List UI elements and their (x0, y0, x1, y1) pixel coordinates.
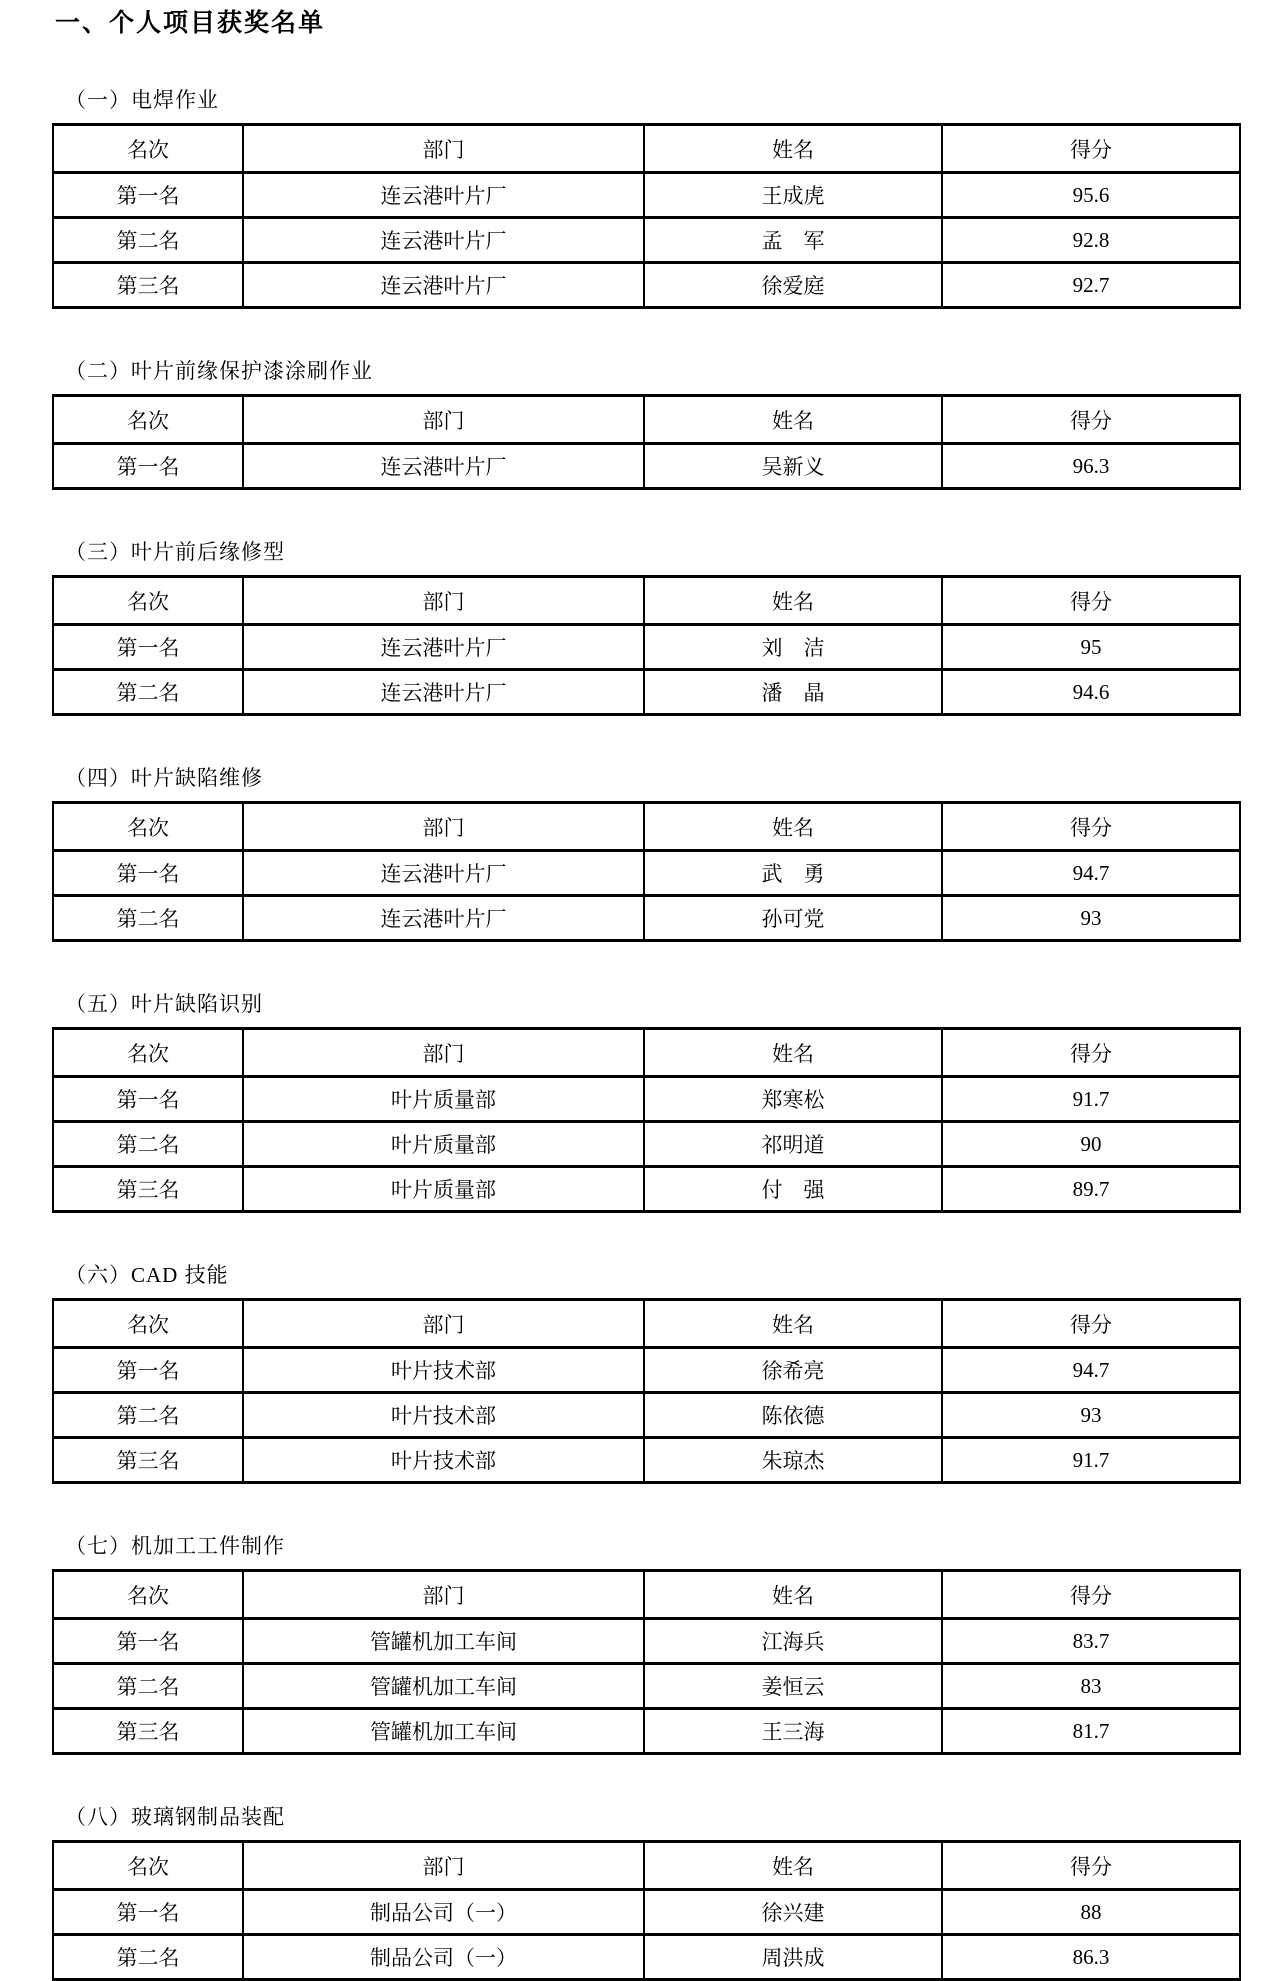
cell-rank: 第三名 (53, 1167, 243, 1212)
table-header-row (53, 396, 1240, 444)
cell-rank: 第一名 (53, 625, 243, 670)
cell-score: 88 (942, 1890, 1240, 1935)
cell-rank: 第二名 (53, 1935, 243, 1980)
table-header-row (53, 1029, 1240, 1077)
cell-name: 祁明道 (644, 1122, 942, 1167)
section-machined-workpiece (52, 1532, 1239, 1755)
award-table (52, 1298, 1241, 1484)
col-header-score: 得分 (942, 1571, 1240, 1619)
section-defect-repair (52, 764, 1239, 942)
col-header-score: 得分 (942, 125, 1240, 173)
col-header-name: 姓名 (644, 396, 942, 444)
cell-score: 94.7 (942, 1348, 1240, 1393)
cell-name: 武 勇 (644, 851, 942, 896)
table-row (53, 1438, 1240, 1483)
section-heading: （五）叶片缺陷识别 (65, 992, 263, 1016)
cell-department: 连云港叶片厂 (243, 670, 644, 715)
cell-name: 潘 晶 (644, 670, 942, 715)
cell-score: 94.7 (942, 851, 1240, 896)
cell-department: 叶片技术部 (243, 1438, 644, 1483)
col-header-department: 部门 (243, 1029, 644, 1077)
table-header-row (53, 1571, 1240, 1619)
table-header-row (53, 125, 1240, 173)
col-header-department: 部门 (243, 1842, 644, 1890)
table-header-row (53, 803, 1240, 851)
col-header-score: 得分 (942, 1842, 1240, 1890)
cell-name: 徐希亮 (644, 1348, 942, 1393)
table-row (53, 263, 1240, 308)
award-table (52, 575, 1241, 716)
cell-score: 95 (942, 625, 1240, 670)
cell-rank: 第一名 (53, 444, 243, 489)
cell-score: 89.7 (942, 1167, 1240, 1212)
cell-score: 93 (942, 1393, 1240, 1438)
cell-score: 95.6 (942, 173, 1240, 218)
cell-rank: 第三名 (53, 1438, 243, 1483)
table-row (53, 173, 1240, 218)
cell-name: 朱琼杰 (644, 1438, 942, 1483)
table-row (53, 670, 1240, 715)
cell-score: 81.7 (942, 1709, 1240, 1754)
table-row (53, 1393, 1240, 1438)
cell-rank: 第一名 (53, 1890, 243, 1935)
page-title: 一、个人项目获奖名单 (55, 9, 326, 37)
cell-rank: 第二名 (53, 896, 243, 941)
table-header-row (53, 577, 1240, 625)
table-row (53, 1122, 1240, 1167)
col-header-name: 姓名 (644, 1571, 942, 1619)
table-row (53, 1077, 1240, 1122)
cell-score: 83 (942, 1664, 1240, 1709)
table-header-row (53, 1842, 1240, 1890)
table-row (53, 1167, 1240, 1212)
cell-department: 叶片技术部 (243, 1393, 644, 1438)
cell-department: 连云港叶片厂 (243, 625, 644, 670)
table-row (53, 1935, 1240, 1980)
cell-rank: 第一名 (53, 851, 243, 896)
cell-name: 周洪成 (644, 1935, 942, 1980)
cell-rank: 第一名 (53, 1619, 243, 1664)
award-table (52, 1840, 1241, 1981)
section-heading: （三）叶片前后缘修型 (65, 540, 285, 564)
section-heading: （一）电焊作业 (65, 88, 219, 112)
cell-department: 制品公司（一） (243, 1890, 644, 1935)
table-row (53, 625, 1240, 670)
cell-department: 连云港叶片厂 (243, 173, 644, 218)
col-header-department: 部门 (243, 803, 644, 851)
award-table (52, 123, 1241, 309)
cell-rank: 第二名 (53, 1122, 243, 1167)
col-header-rank: 名次 (53, 803, 243, 851)
col-header-score: 得分 (942, 577, 1240, 625)
cell-rank: 第一名 (53, 1077, 243, 1122)
cell-rank: 第二名 (53, 218, 243, 263)
table-row (53, 1664, 1240, 1709)
col-header-department: 部门 (243, 1300, 644, 1348)
col-header-name: 姓名 (644, 803, 942, 851)
cell-score: 93 (942, 896, 1240, 941)
col-header-score: 得分 (942, 803, 1240, 851)
section-leading-edge-paint (52, 357, 1239, 490)
cell-department: 叶片质量部 (243, 1122, 644, 1167)
col-header-department: 部门 (243, 396, 644, 444)
col-header-name: 姓名 (644, 577, 942, 625)
cell-rank: 第一名 (53, 173, 243, 218)
section-cad-skills (52, 1261, 1239, 1484)
cell-name: 付 强 (644, 1167, 942, 1212)
table-row (53, 1890, 1240, 1935)
section-welding (52, 86, 1239, 309)
cell-department: 管罐机加工车间 (243, 1619, 644, 1664)
cell-department: 连云港叶片厂 (243, 896, 644, 941)
cell-name: 郑寒松 (644, 1077, 942, 1122)
col-header-name: 姓名 (644, 1300, 942, 1348)
section-heading: （四）叶片缺陷维修 (65, 766, 263, 790)
cell-name: 徐爱庭 (644, 263, 942, 308)
award-table (52, 394, 1241, 490)
col-header-rank: 名次 (53, 125, 243, 173)
table-row (53, 218, 1240, 263)
cell-department: 管罐机加工车间 (243, 1664, 644, 1709)
table-header-row (53, 1300, 1240, 1348)
table-row (53, 851, 1240, 896)
cell-department: 连云港叶片厂 (243, 444, 644, 489)
cell-rank: 第二名 (53, 670, 243, 715)
section-heading: （六）CAD 技能 (65, 1263, 229, 1287)
cell-name: 陈依德 (644, 1393, 942, 1438)
cell-name: 王三海 (644, 1709, 942, 1754)
cell-score: 83.7 (942, 1619, 1240, 1664)
table-row (53, 896, 1240, 941)
col-header-department: 部门 (243, 577, 644, 625)
col-header-rank: 名次 (53, 577, 243, 625)
cell-department: 管罐机加工车间 (243, 1709, 644, 1754)
cell-rank: 第三名 (53, 263, 243, 308)
col-header-rank: 名次 (53, 396, 243, 444)
cell-score: 91.7 (942, 1077, 1240, 1122)
cell-name: 孙可党 (644, 896, 942, 941)
cell-name: 江海兵 (644, 1619, 942, 1664)
cell-rank: 第二名 (53, 1664, 243, 1709)
cell-score: 94.6 (942, 670, 1240, 715)
cell-score: 90 (942, 1122, 1240, 1167)
col-header-department: 部门 (243, 125, 644, 173)
cell-name: 孟 军 (644, 218, 942, 263)
cell-score: 96.3 (942, 444, 1240, 489)
col-header-score: 得分 (942, 396, 1240, 444)
cell-department: 连云港叶片厂 (243, 263, 644, 308)
cell-name: 徐兴建 (644, 1890, 942, 1935)
award-table (52, 1569, 1241, 1755)
cell-name: 刘 洁 (644, 625, 942, 670)
cell-department: 制品公司（一） (243, 1935, 644, 1980)
cell-department: 叶片质量部 (243, 1167, 644, 1212)
cell-score: 91.7 (942, 1438, 1240, 1483)
cell-rank: 第一名 (53, 1348, 243, 1393)
cell-department: 连云港叶片厂 (243, 218, 644, 263)
cell-department: 连云港叶片厂 (243, 851, 644, 896)
col-header-name: 姓名 (644, 1029, 942, 1077)
section-heading: （二）叶片前缘保护漆涂刷作业 (65, 359, 373, 383)
col-header-department: 部门 (243, 1571, 644, 1619)
table-row (53, 444, 1240, 489)
cell-name: 姜恒云 (644, 1664, 942, 1709)
table-row (53, 1348, 1240, 1393)
award-table (52, 801, 1241, 942)
col-header-name: 姓名 (644, 125, 942, 173)
section-defect-identification (52, 990, 1239, 1213)
cell-rank: 第三名 (53, 1709, 243, 1754)
table-row (53, 1709, 1240, 1754)
cell-score: 86.3 (942, 1935, 1240, 1980)
award-table (52, 1027, 1241, 1213)
section-heading: （八）玻璃钢制品装配 (65, 1805, 285, 1829)
cell-department: 叶片技术部 (243, 1348, 644, 1393)
cell-name: 吴新义 (644, 444, 942, 489)
col-header-score: 得分 (942, 1029, 1240, 1077)
section-edge-trimming (52, 538, 1239, 716)
cell-rank: 第二名 (53, 1393, 243, 1438)
cell-score: 92.7 (942, 263, 1240, 308)
cell-score: 92.8 (942, 218, 1240, 263)
col-header-name: 姓名 (644, 1842, 942, 1890)
table-row (53, 1619, 1240, 1664)
col-header-rank: 名次 (53, 1571, 243, 1619)
cell-department: 叶片质量部 (243, 1077, 644, 1122)
col-header-rank: 名次 (53, 1029, 243, 1077)
col-header-score: 得分 (942, 1300, 1240, 1348)
cell-name: 王成虎 (644, 173, 942, 218)
section-heading: （七）机加工工件制作 (65, 1534, 285, 1558)
col-header-rank: 名次 (53, 1842, 243, 1890)
section-frp-assembly (52, 1803, 1239, 1981)
col-header-rank: 名次 (53, 1300, 243, 1348)
